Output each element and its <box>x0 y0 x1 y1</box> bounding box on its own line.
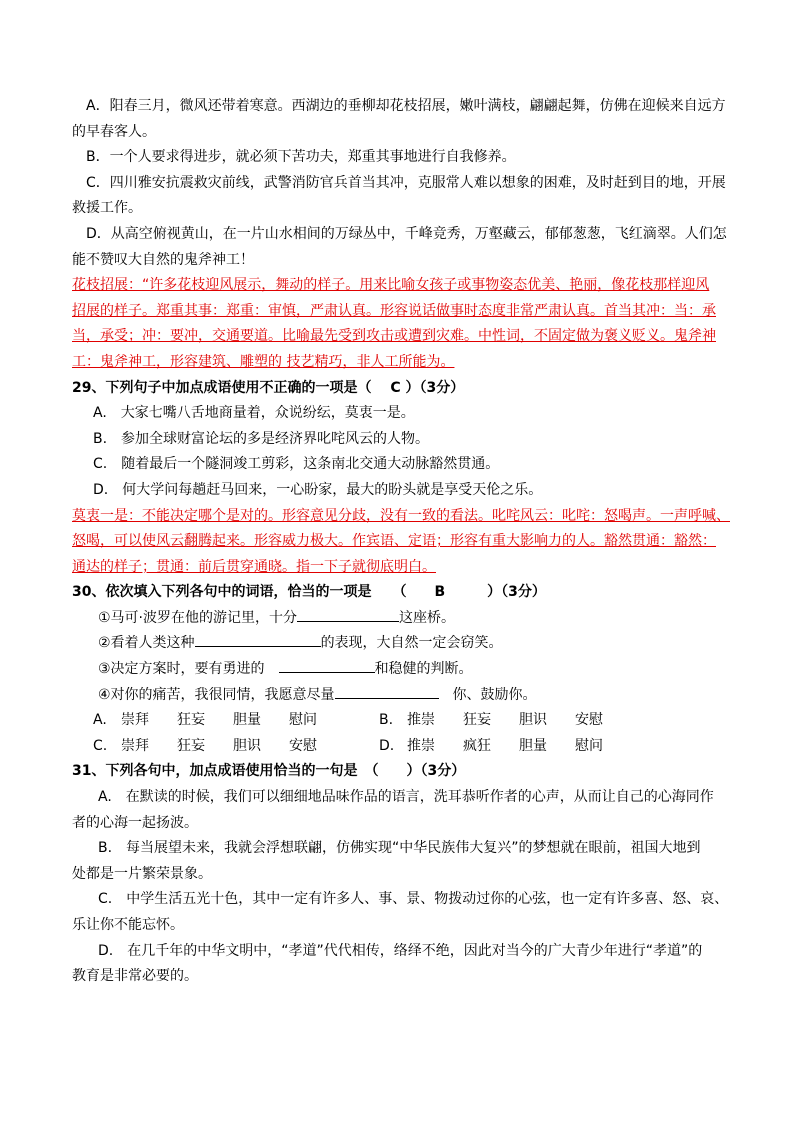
q30-sentence-4-start: ④对你的痛苦，我很同情，我愿意尽量 <box>98 686 335 703</box>
q30-option-a-word4: 慰问 <box>289 712 317 729</box>
q30-sentence-3-end: 和稳健的判断。 <box>374 661 473 678</box>
q30-option-b-word1: 推崇 <box>407 712 435 729</box>
q31-option-c-line2: 乐让你不能忘怀。 <box>72 917 184 933</box>
q31-option-a-line1: A. 在默读的时候，我们可以细细地品味作品的语言，洗耳恭听作者的心声，从而让自己的心海同作 <box>98 789 714 806</box>
q28-option-c-line1: C．四川雅安抗震救灾前线，武警消防官兵首当其冲，克服常人难以想象的困难，及时赶到目的地，开展 <box>86 174 726 191</box>
q29-option-c: C. 随着最后一个隧洞竣工剪彩，这条南北交通大动脉豁然贯通。 <box>93 456 500 473</box>
q28-option-c-line2: 救援工作。 <box>72 200 142 217</box>
q30-sentence-2-end: 的表现，大自然一定会窃笑。 <box>320 635 503 652</box>
q29-option-d: D. 何大学问每趟赶马回来，一心盼家，最大的盼头就是享受天伦之乐。 <box>93 481 543 498</box>
q28-explanation-line4: 工：鬼斧神工，形容建筑、雕塑的 技艺精巧，非人工所能为。 <box>72 353 455 370</box>
fill-blank-4 <box>335 683 439 699</box>
q30-options-row-1 <box>72 708 732 734</box>
q30-option-d-word2: 疯狂 <box>463 737 491 754</box>
q31-option-b-line1: B. 每当展望未来，我就会浮想联翩，仿佛实现“中华民族伟大复兴”的梦想就在眼前，祖国大地到 <box>98 840 701 857</box>
q28-explanation-line3: 当，承受；冲：要冲，交通要道。比喻最先受到攻击或遭到灾难。中性词，不固定做为褒义贬义。鬼斧神 <box>72 328 716 345</box>
q28-explanation-line1: 花枝招展：“许多花枝迎风展示，舞动的样子。用来比喻女孩子或事物姿态优美、艳丽，像花枝那样迎风 <box>72 277 710 294</box>
q31-option-c-line1: C. 中学生活五光十色，其中一定有许多人、事、景、物拨动过你的心弦，也一定有许多喜、怒、哀、 <box>98 891 729 908</box>
q30-option-d-word3: 胆量 <box>519 737 547 754</box>
document-page <box>72 94 732 990</box>
q30-option-a-word1: 崇拜 <box>121 712 149 729</box>
q28-option-b: B．一个人要求得进步，就必须下苦功夫，郑重其事地进行自我修养。 <box>86 149 516 166</box>
fill-blank-1 <box>297 606 399 622</box>
q30-option-d-letter: D. <box>379 737 395 754</box>
q30-sentence-4 <box>72 683 732 709</box>
q31-option-d-line2: 教育是非常必要的。 <box>72 968 198 985</box>
q30-option-b-word2: 狂妄 <box>463 712 491 729</box>
q30-sentence-3 <box>72 657 732 683</box>
q30-sentence-1 <box>72 606 732 632</box>
q30-option-a-word3: 胆量 <box>233 712 261 729</box>
q31-title: 31、下列各句中，加点成语使用恰当的一句是 （ ）（3分） <box>72 763 466 780</box>
fill-blank-3 <box>279 657 375 673</box>
q31-option-b-line2: 处都是一片繁荣景象。 <box>72 865 212 882</box>
q30-option-c-word2: 狂妄 <box>177 737 205 754</box>
q30-sentence-1-start: ①马可·波罗在他的游记里，十分 <box>98 609 298 626</box>
q30-option-a-letter: A. <box>93 712 107 729</box>
q30-option-c-letter: C. <box>93 737 108 754</box>
q30-option-a-word2: 狂妄 <box>177 712 205 729</box>
q30-option-d-word4: 慰问 <box>575 737 603 754</box>
q30-option-b-word4: 安慰 <box>575 712 603 729</box>
q31-option-a-line2: 者的心海一起扬波。 <box>72 814 198 831</box>
q30-option-d-word1: 推崇 <box>407 737 435 754</box>
q28-explanation-line2: 招展的样子。郑重其事：郑重：审慎，严肃认真。形容说话做事时态度非常严肃认真。首当其冲：当：承 <box>72 302 716 319</box>
q30-sentence-4-end: 你、鼓励你。 <box>438 686 537 703</box>
q29-title: 29、下列句子中加点成语使用不正确的一项是（ C ）（3分） <box>72 379 465 396</box>
q29-option-b: B. 参加全球财富论坛的多是经济界叱咤风云的人物。 <box>93 430 430 447</box>
q30-title: 30、依次填入下列各句中的词语，恰当的一项是 （ B ）（3分） <box>72 584 546 601</box>
q28-option-d-line2: 能不赞叹大自然的鬼斧神工！ <box>72 251 254 268</box>
q28-option-a-line1: A．阳春三月，微风还带着寒意。西湖边的垂柳却花枝招展，嫩叶满枝，翩翩起舞，仿佛在迎候来自远方 <box>86 98 726 114</box>
q30-option-c-word4: 安慰 <box>289 737 317 754</box>
q30-option-b-letter: B. <box>379 712 394 729</box>
q28-option-a-line2: 的早春客人。 <box>72 123 156 140</box>
q30-sentence-2 <box>72 631 732 657</box>
q28-option-d-line1: D．从高空俯视黄山，在一片山水相间的万绿丛中，千峰竞秀，万壑藏云，郁郁葱葱，飞红滴翠。人们怎 <box>86 225 727 242</box>
q30-sentence-3-start: ③决定方案时，要有勇进的 <box>98 661 279 678</box>
q30-option-b-word3: 胆识 <box>519 712 547 729</box>
q29-explanation-line2: 怒喝，可以使风云翻腾起来。形容威力极大。作宾语、定语；形容有重大影响力的人。豁然贯通：豁然： <box>72 533 716 550</box>
q30-sentence-2-start: ②看着人类这种 <box>98 635 195 652</box>
q29-explanation-line1: 莫衷一是：不能决定哪个是对的。形容意见分歧，没有一致的看法。叱咤风云：叱咤：怒喝声。一声呼喊、 <box>72 507 730 524</box>
q30-sentence-1-end: 这座桥。 <box>399 609 456 626</box>
q30-options-row-2 <box>72 734 732 760</box>
q29-option-a: A. 大家七嘴八舌地商量着，众说纷纭，莫衷一是。 <box>93 405 415 422</box>
q30-option-c-word3: 胆识 <box>233 737 261 754</box>
q31-option-d-line1: D. 在几千年的中华文明中，“孝道”代代相传，络绎不绝，因此对当今的广大青少年进行“孝道”的 <box>98 942 703 959</box>
fill-blank-2 <box>195 631 321 647</box>
q30-option-c-word1: 崇拜 <box>121 737 149 754</box>
q29-explanation-line3: 通达的样子；贯通：前后贯穿通晓。指一下子就彻底明白。 <box>72 558 436 575</box>
